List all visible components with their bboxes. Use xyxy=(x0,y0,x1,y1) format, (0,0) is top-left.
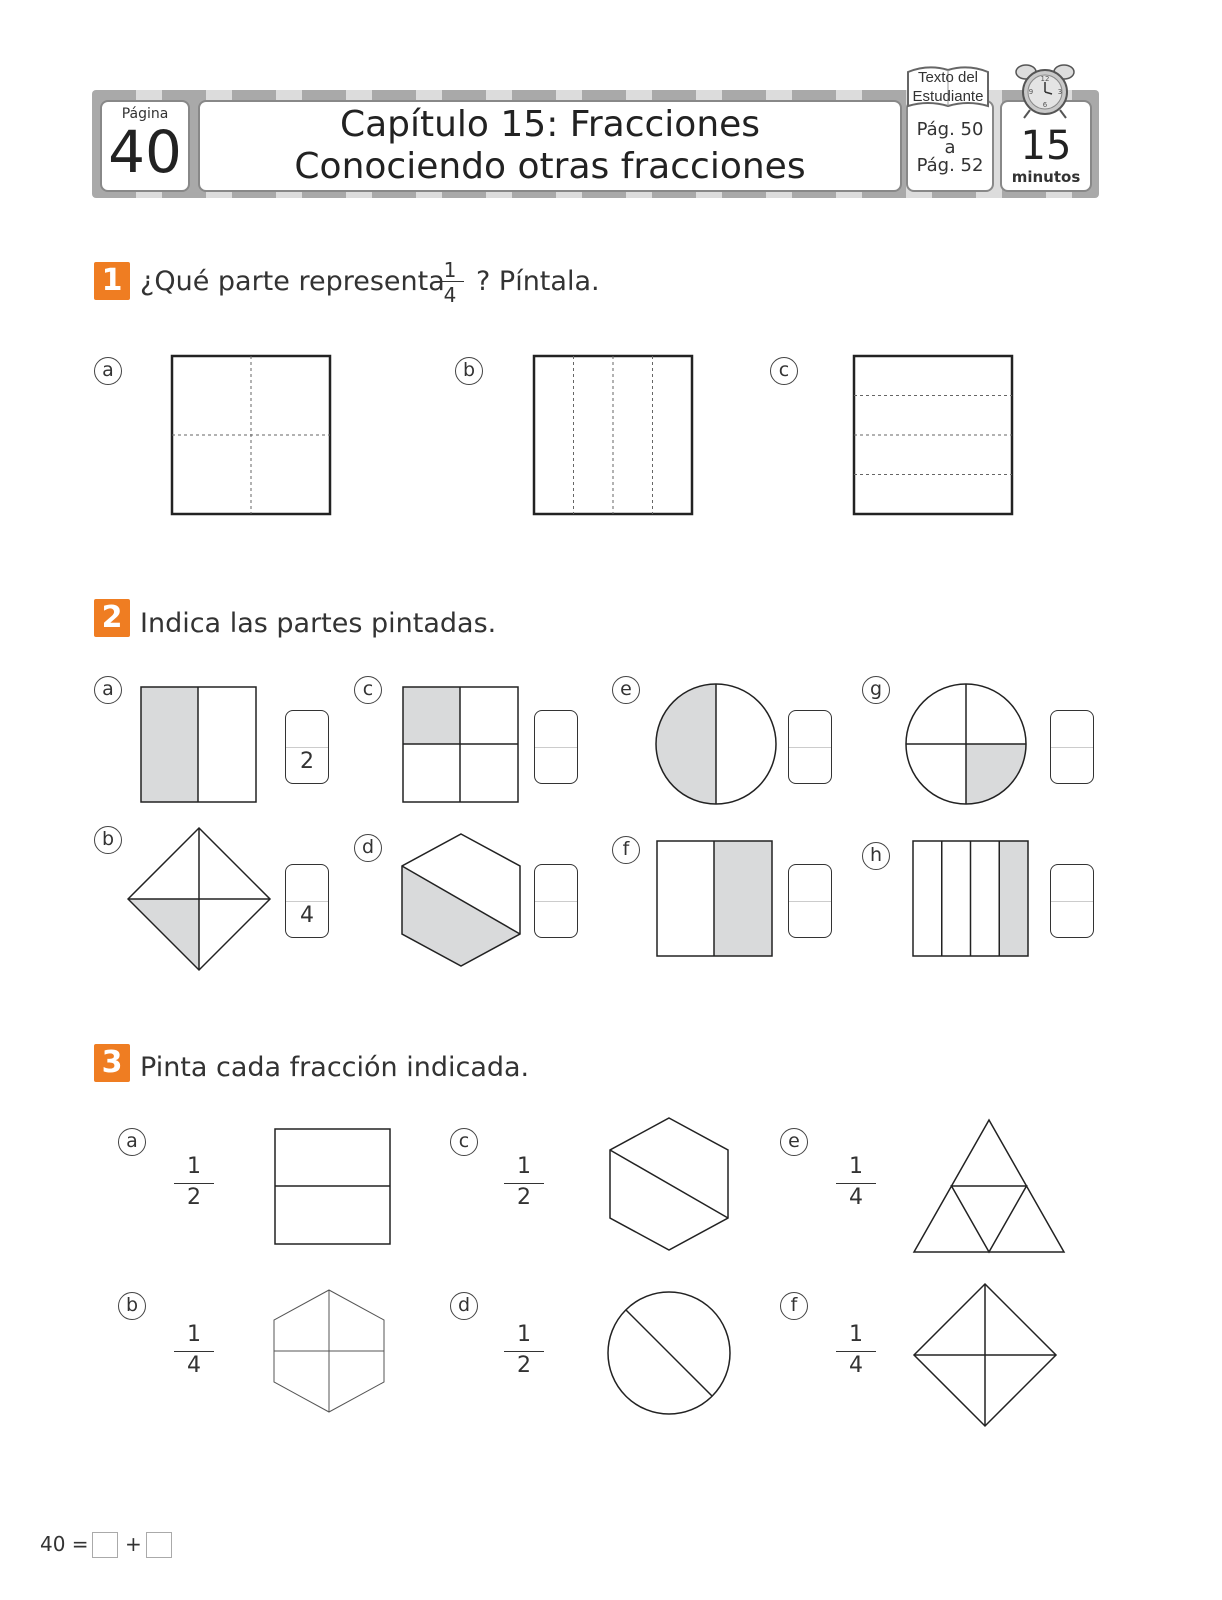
s2-answer-g[interactable] xyxy=(1050,710,1094,784)
page-number-box xyxy=(100,100,190,192)
s3-fraction-f-den: 4 xyxy=(849,1353,863,1378)
s3-fraction-c xyxy=(504,1154,544,1213)
s3-fraction-d xyxy=(504,1322,544,1381)
s1-square-a-quarters[interactable] xyxy=(170,354,332,516)
s3-shape-c-hexagon-halves[interactable] xyxy=(608,1116,730,1252)
s2-shape-f-rect-halves xyxy=(656,840,774,958)
s2-shape-b-rhombus-quarters xyxy=(126,826,272,972)
s2-answer-h[interactable] xyxy=(1050,864,1094,938)
s3-fraction-d-num: 1 xyxy=(517,1322,531,1347)
s3-shape-e-triangle-quarters[interactable] xyxy=(912,1118,1066,1254)
s2-label-g: g xyxy=(862,676,890,704)
s2-label-e: e xyxy=(612,676,640,704)
svg-text:9: 9 xyxy=(1028,88,1034,96)
page-sep: a xyxy=(944,137,956,158)
s2-label-d: d xyxy=(354,834,382,862)
alarm-clock-icon xyxy=(1012,62,1078,122)
s3-label-d: d xyxy=(450,1292,478,1320)
s3-label-c: c xyxy=(450,1128,478,1156)
svg-text:3: 3 xyxy=(1057,88,1063,96)
textbook-label-line2: Estudiante xyxy=(912,88,984,105)
footer-box-2[interactable] xyxy=(146,1532,172,1558)
s3-fraction-e xyxy=(836,1154,876,1213)
s2-answer-a-denominator: 2 xyxy=(300,749,314,774)
svg-text:12: 12 xyxy=(1040,75,1050,83)
page-to: Pág. 52 xyxy=(916,155,984,176)
s3-label-b: b xyxy=(118,1292,146,1320)
s3-fraction-f xyxy=(836,1322,876,1381)
section3-number: 3 xyxy=(94,1044,130,1082)
section1-text-before: ¿Qué parte representa xyxy=(140,266,445,297)
s2-label-f: f xyxy=(612,836,640,864)
s3-shape-b-hexagon-quarters[interactable] xyxy=(272,1288,386,1414)
s1-label-c: c xyxy=(770,357,798,385)
s3-fraction-f-num: 1 xyxy=(849,1322,863,1347)
s3-fraction-c-num: 1 xyxy=(517,1154,531,1179)
s3-fraction-c-den: 2 xyxy=(517,1185,531,1210)
s1-label-a: a xyxy=(94,357,122,385)
s2-shape-d-hexagon-halves xyxy=(400,832,522,968)
s2-shape-c-square-quarters xyxy=(402,686,520,804)
s2-label-a: a xyxy=(94,676,122,704)
section1-frac-den: 4 xyxy=(443,283,457,307)
s2-answer-b-denominator: 4 xyxy=(300,903,314,928)
s2-shape-g-circle-quarters xyxy=(904,682,1028,806)
time-unit: minutos xyxy=(1011,168,1081,186)
s3-fraction-a-num: 1 xyxy=(187,1154,201,1179)
footer-equation-label: 40 = xyxy=(40,1532,89,1556)
chapter-title-box xyxy=(198,100,902,192)
s3-shape-f-rhombus-quarters[interactable] xyxy=(912,1282,1058,1428)
s3-fraction-b xyxy=(174,1322,214,1381)
section1-fraction xyxy=(436,258,464,305)
chapter-subtitle: Conociendo otras fracciones xyxy=(294,146,806,187)
s3-shape-d-circle-halves[interactable] xyxy=(606,1290,732,1416)
s2-answer-c[interactable] xyxy=(534,710,578,784)
s2-answer-d[interactable] xyxy=(534,864,578,938)
s3-label-a: a xyxy=(118,1128,146,1156)
textbook-label-line1: Texto del xyxy=(917,69,979,86)
s2-answer-a[interactable] xyxy=(285,710,329,784)
section1-frac-num: 1 xyxy=(443,258,457,282)
footer-box-1[interactable] xyxy=(92,1532,118,1558)
s3-fraction-b-den: 4 xyxy=(187,1353,201,1378)
page-label: Página xyxy=(121,106,169,122)
s3-fraction-a-den: 2 xyxy=(187,1185,201,1210)
page-from: Pág. 50 xyxy=(916,119,984,140)
section2-number: 2 xyxy=(94,599,130,637)
s2-shape-h-rect-quarters xyxy=(912,840,1030,958)
s3-label-e: e xyxy=(780,1128,808,1156)
s3-shape-a-rect-halves[interactable] xyxy=(274,1128,392,1246)
s2-shape-a-rect-halves xyxy=(140,686,258,804)
s2-label-c: c xyxy=(354,676,382,704)
s3-fraction-e-num: 1 xyxy=(849,1154,863,1179)
s3-fraction-e-den: 4 xyxy=(849,1185,863,1210)
s2-label-h: h xyxy=(862,842,890,870)
s3-fraction-b-num: 1 xyxy=(187,1322,201,1347)
s2-answer-b[interactable] xyxy=(285,864,329,938)
chapter-title: Capítulo 15: Fracciones xyxy=(339,104,761,145)
s2-shape-e-circle-halves xyxy=(654,682,778,806)
section2-text: Indica las partes pintadas. xyxy=(140,608,497,639)
s3-fraction-a xyxy=(174,1154,214,1213)
s3-label-f: f xyxy=(780,1292,808,1320)
s1-square-c-horizontal-strips[interactable] xyxy=(852,354,1014,516)
section1-number: 1 xyxy=(94,262,130,300)
svg-text:6: 6 xyxy=(1042,101,1048,109)
section1-text-after: ? Píntala. xyxy=(476,266,600,297)
textbook-label xyxy=(904,68,992,106)
s2-answer-e[interactable] xyxy=(788,710,832,784)
s1-square-b-vertical-strips[interactable] xyxy=(532,354,694,516)
s2-label-b: b xyxy=(94,826,122,854)
s3-fraction-d-den: 2 xyxy=(517,1353,531,1378)
s1-label-b: b xyxy=(455,357,483,385)
section3-text: Pinta cada fracción indicada. xyxy=(140,1052,530,1083)
footer-plus: + xyxy=(125,1532,142,1556)
textbook-pages-box xyxy=(906,100,994,192)
s2-answer-f[interactable] xyxy=(788,864,832,938)
time-value: 15 xyxy=(1020,123,1072,169)
page-number: 40 xyxy=(108,118,182,186)
